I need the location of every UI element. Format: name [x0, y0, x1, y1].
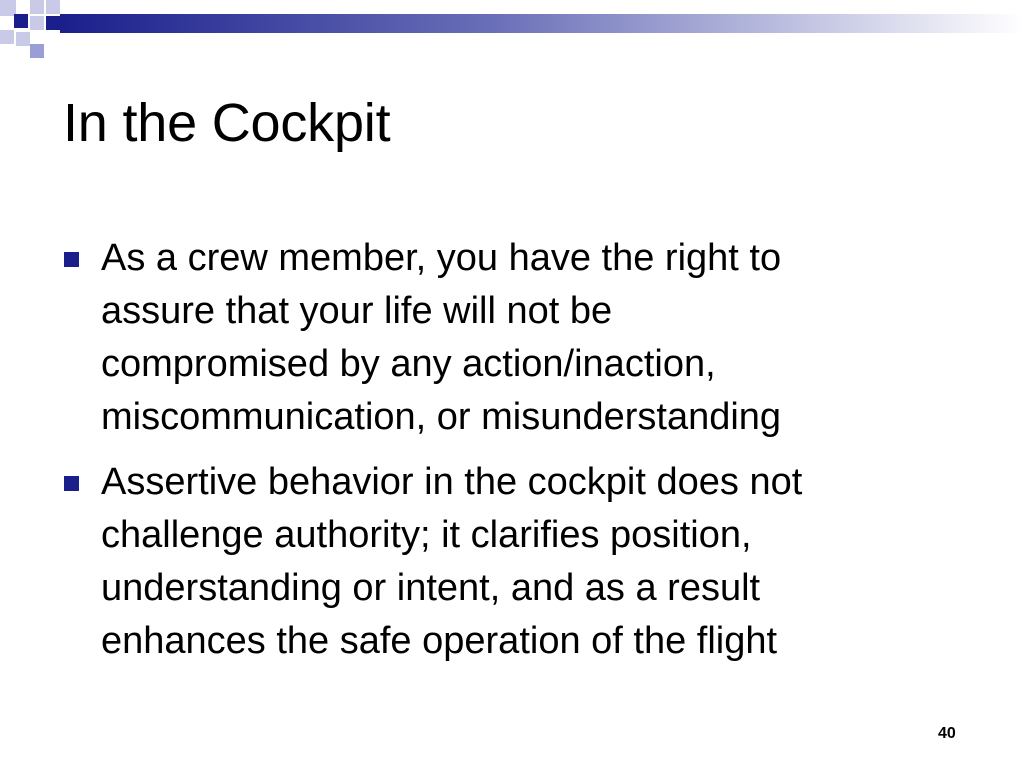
deco-square [30, 44, 44, 58]
slide-title: In the Cockpit [63, 93, 391, 153]
deco-square [0, 0, 16, 16]
deco-square [0, 30, 14, 44]
header-gradient-band [60, 14, 1024, 33]
square-bullet-icon [64, 476, 79, 491]
deco-square [46, 0, 60, 14]
square-bullet-icon [64, 252, 79, 267]
deco-square [16, 32, 30, 46]
page-number: 40 [938, 725, 956, 742]
bullet-text: Assertive behavior in the cockpit does not challenge authority; it clarifies position, understanding or intent, and as a result enhances the safe operation of the flight [101, 461, 803, 662]
header-decoration [0, 0, 1024, 70]
deco-square [18, 0, 32, 14]
deco-square [46, 16, 60, 30]
deco-square [30, 0, 44, 14]
bullet-item [64, 232, 964, 444]
deco-square [30, 16, 44, 30]
bullet-list [64, 232, 964, 680]
bullet-item [64, 456, 964, 668]
bullet-text: As a crew member, you have the right to assure that your life will not be compromised by any action/inaction, miscommunication, or misunderstanding [101, 237, 782, 438]
deco-square [14, 14, 28, 28]
